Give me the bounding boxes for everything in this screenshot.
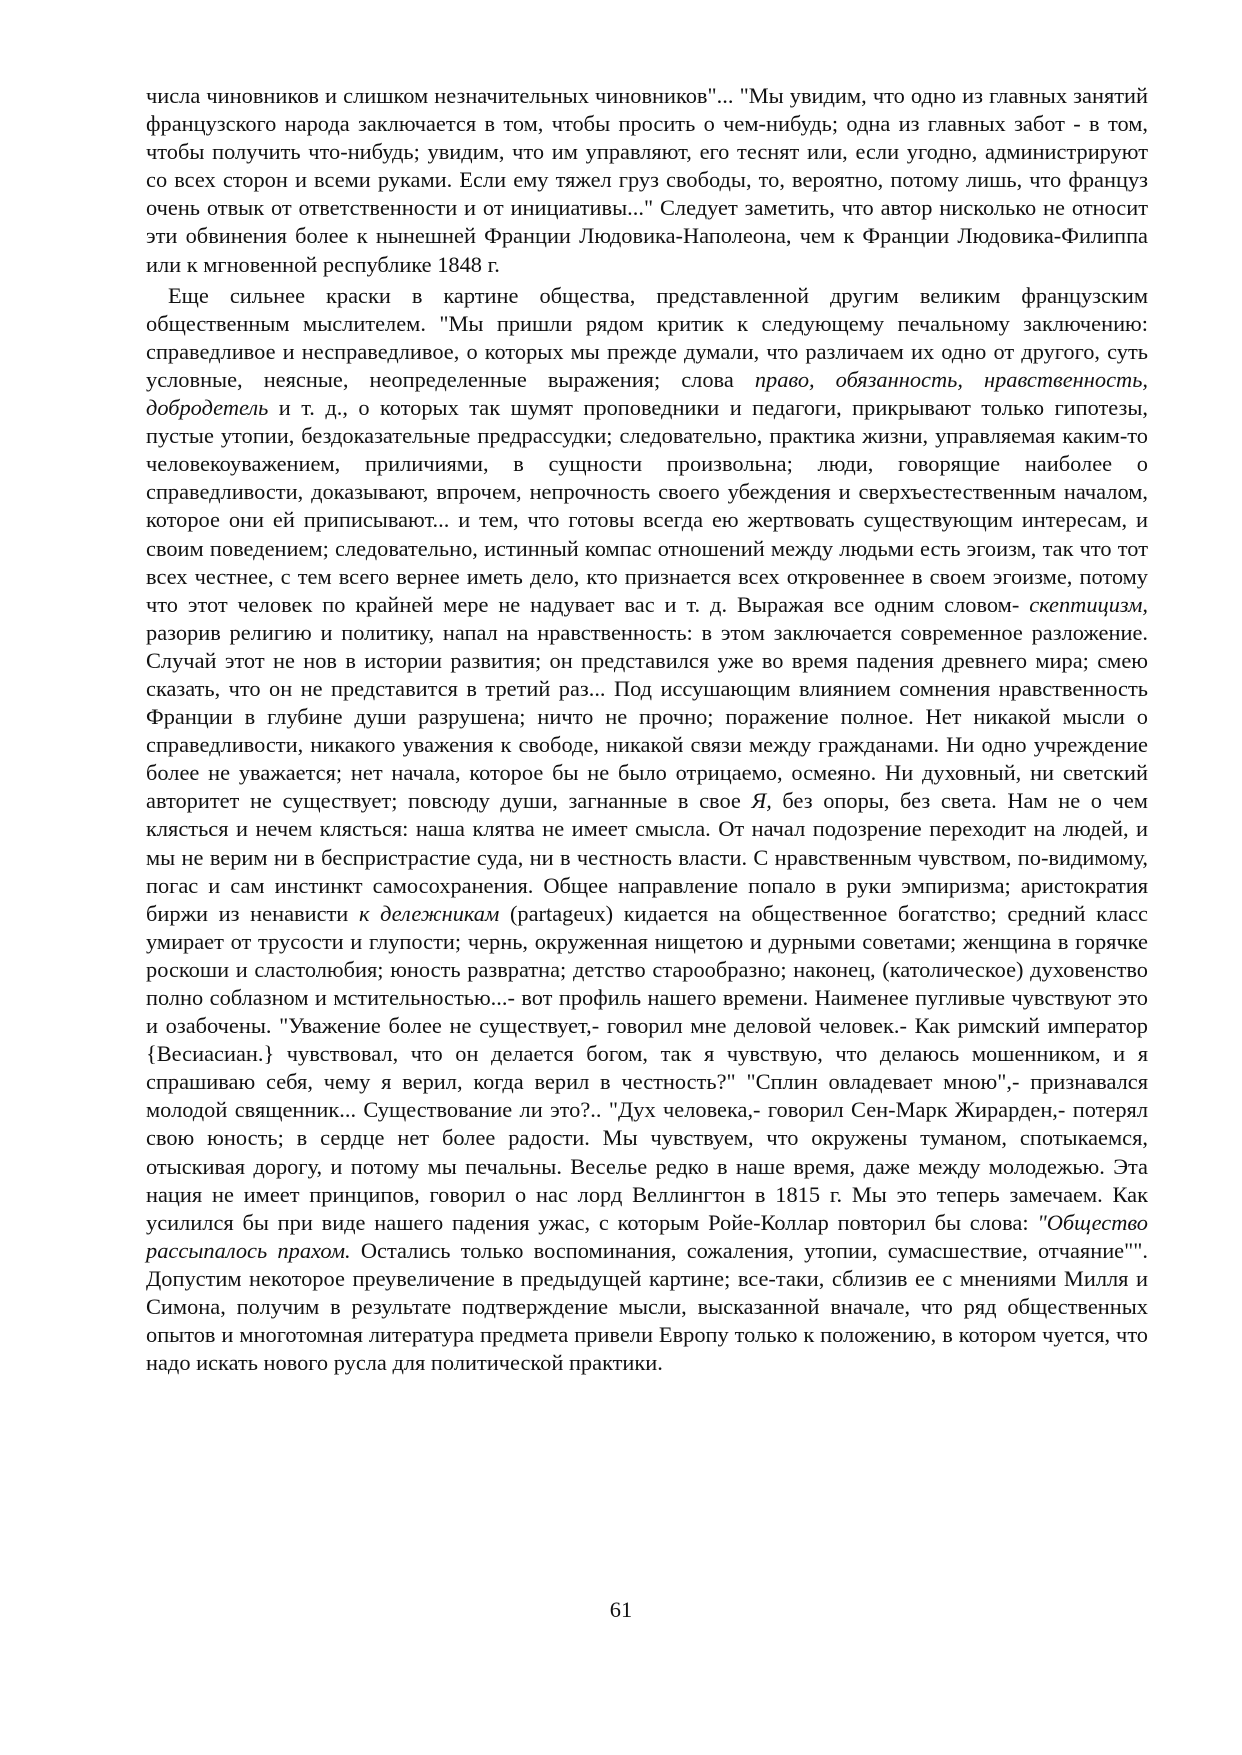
paragraph-text-segment: (partageux) кидается на общественное богатство; средний класс умирает от трусости и глупости; чернь, окруженная нищетою и дурными советами; женщина в горячке роскоши и сластолюбия; юность развратна; детство старообразно; наконец, (католическое) духовенство полно соблазном и мстительностью...- вот профиль нашего времени. Наименее пугливые чувствуют это и озабочены. "Уважение более не существует,- говорил мне деловой человек.- Как римский император {Весиасиан.} чувствовал, что он делается богом, так я чувствую, что делаюсь мошенником, и я спрашиваю себя, чему я верил, когда верил в честность?" "Сплин овладевает мною",- признавался молодой священник... Существование ли это?.. "Дух человека,- говорил Сен-Марк Жирарден,- потерял свою юность; в сердце нет более радости. Мы чувствуем, что окружены туманом, спотыкаемся, отыскивая дорогу, и потому мы печальны. Веселье редко в наше время, даже между молодежью. Эта нация не имеет принципов, говорил о нас лорд Веллингтон в 1815 г. Мы это теперь замечаем. Как усилился бы при виде нашего падения ужас, с которым Ройе-Коллар повторил бы слова: (146, 900, 1148, 1235)
italic-phrase: "Общество рассыпалось прахом. (146, 1209, 1148, 1263)
paragraph-text-segment: без опоры, без света. Нам не о чем клясться и нечем клясться: наша клятва не имеет смысла. От начал подозрение переходит на людей, и мы не верим ни в беспристрастие суда, ни в честность власти. С нравственным чувством, по-видимому, погас и сам инстинкт самосохранения. Общее направление попало в руки эмпиризма; аристократия биржи из ненависти (146, 788, 1148, 926)
paragraph-text-segment: и т. д., о которых так шумят проповедники и педагоги, прикрывают только гипотезы, пустые утопии, бездоказательные предрассудки; следовательно, практика жизни, управляемая каким-то человекоуважением, приличиями, в сущности произвольна; люди, говорящие наиболее о справедливости, доказывают, впрочем, непрочность своего убеждения и сверхъестественным началом, которое они ей приписывают... и тем, что готовы всегда ею жертвовать существующим интересам, и своим поведением; следовательно, истинный компас отношений между людьми есть эгоизм, так что тот всех честнее, с тем всего вернее иметь дело, кто признается всех откровеннее в своем эгоизме, потому что этот человек по крайней мере не надувает вас и т. д. Выражая все одним словом- (146, 395, 1148, 617)
italic-phrase: Я, (751, 788, 772, 814)
page-body (146, 82, 1148, 1377)
italic-phrase: к дележникам (358, 900, 500, 926)
italic-phrase: скептицизм, (1029, 591, 1148, 617)
paragraph-text-segment: Остались только воспоминания, сожаления, утопии, сумасшествие, отчаяние"". Допустим некоторое преувеличение в предыдущей картине; все-таки, сблизив ее с мнениями Милля и Симона, получим в результате подтверждение мысли, высказанной вначале, что ряд общественных опытов и многотомная литература предмета привели Европу только к положению, в котором чуется, что надо искать нового русла для политической практики. (146, 1237, 1148, 1376)
page-number: 61 (609, 1597, 633, 1622)
paragraph-text-segment: разорив религию и политику, напал на нравственность: в этом заключается современное разложение. Случай этот не нов в истории развития; он представился уже во время падения древнего мира; смею сказать, что он не представится в третий раз... Под иссушающим влиянием сомнения нравственность Франции в глубине души разрушена; ничто не прочно; поражение полное. Нет никакой мысли о справедливости, никакого уважения к свободе, никакой связи между гражданами. Ни одно учреждение более не уважается; нет начала, которое бы не было отрицаемо, осмеяно. Ни духовный, ни светский авторитет не существует; повсюду души, загнанные в свое (146, 619, 1148, 814)
italic-phrase: право, обязанность, нравственность, добродетель (146, 366, 1148, 421)
paragraph-continuation: числа чиновников и слишком незначительных чиновников"... "Мы увидим, что одно из главных занятий французского народа заключается в том, чтобы просить о чем-нибудь; одна из главных забот - в том, чтобы получить что-нибудь; увидим, что им управляют, его теснят или, если угодно, администрируют со всех сторон и всеми руками. Если ему тяжел груз свободы, то, вероятно, потому лишь, что француз очень отвык от ответственности и от инициативы..." Следует заметить, что автор нисколько не относит эти обвинения более к нынешней Франции Людовика-Наполеона, чем к Франции Людовика-Филиппа или к мгновенной республике 1848 г. (146, 83, 1148, 277)
paragraph-main (146, 282, 1148, 1378)
paragraph-text-segment: Еще сильнее краски в картине общества, представленной другим великим французским общественным мыслителем. "Мы пришли рядом критик к следующему печальному заключению: справедливое и несправедливое, о которых мы прежде думали, что различаем их одно от другого, суть условные, неясные, неопределенные выражения; слова (146, 282, 1148, 392)
